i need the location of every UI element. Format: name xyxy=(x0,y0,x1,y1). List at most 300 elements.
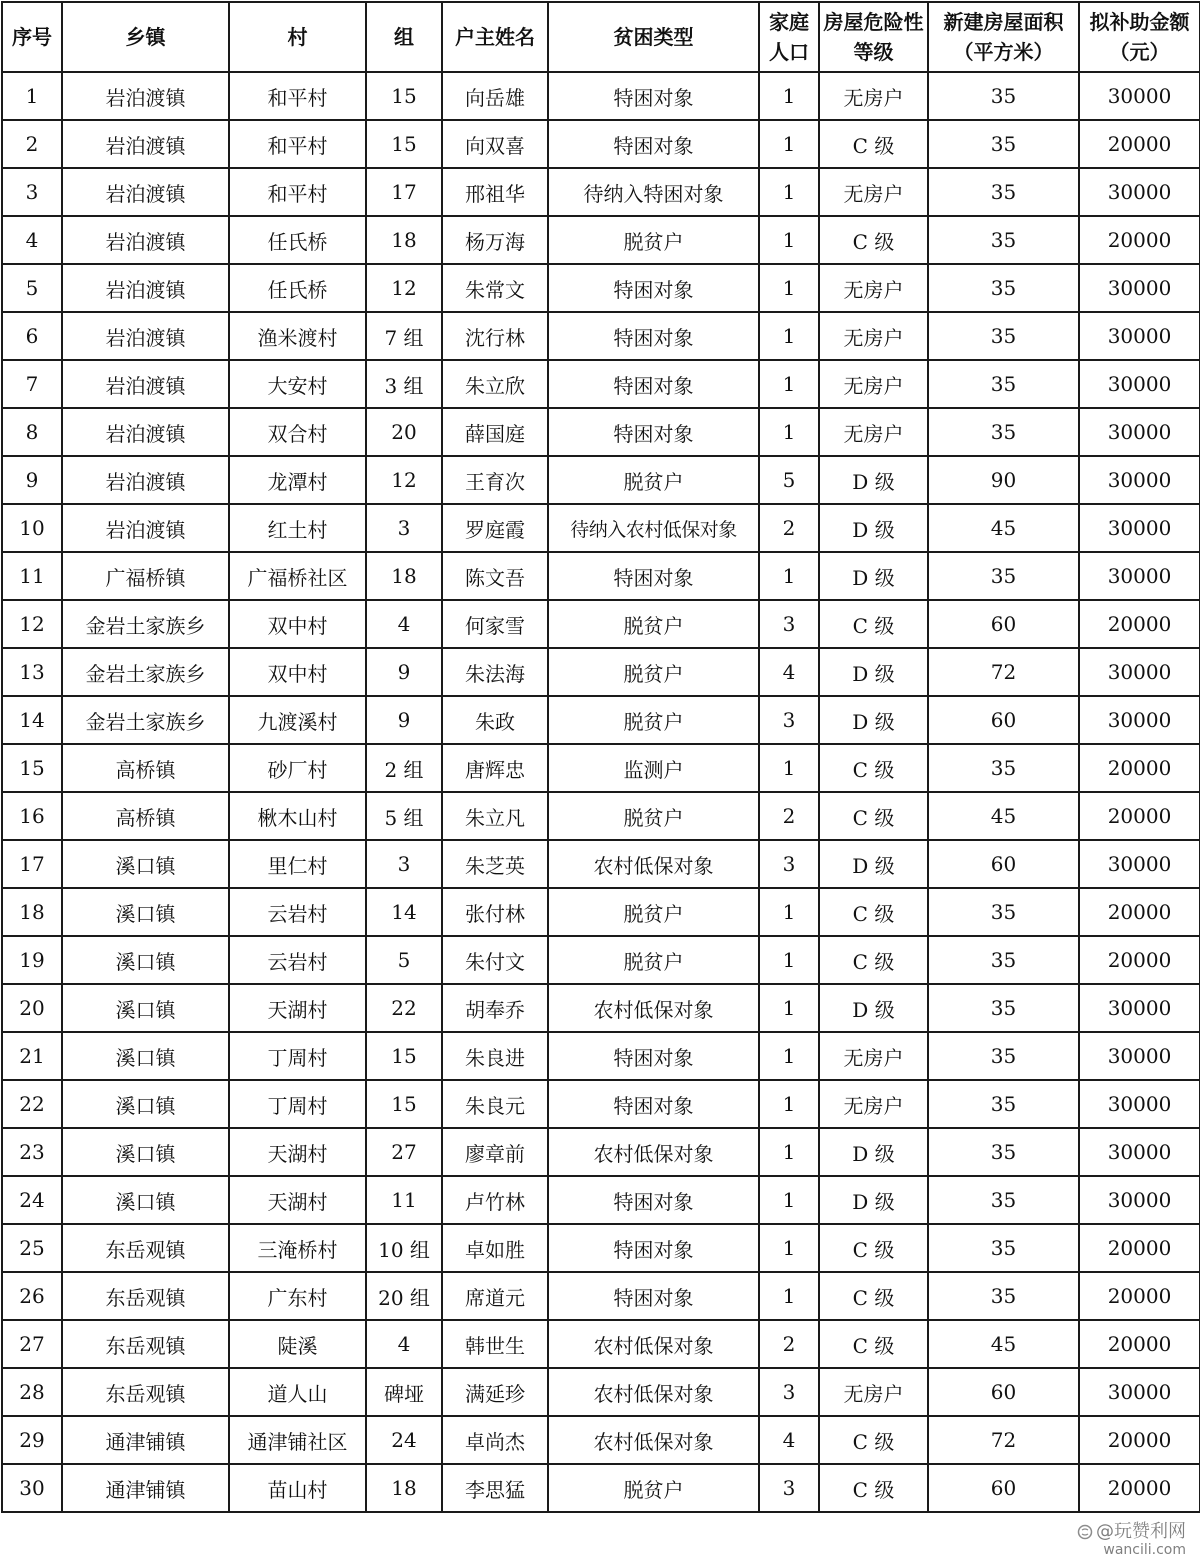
table-row xyxy=(2,1368,1200,1416)
cell-householder: 满延珍 xyxy=(442,1368,548,1416)
cell-householder: 朱付文 xyxy=(442,936,548,984)
cell-village: 广东村 xyxy=(229,1272,366,1320)
cell-subsidy: 30000 xyxy=(1079,168,1200,216)
cell-new-area: 35 xyxy=(928,1272,1079,1320)
cell-new-area: 35 xyxy=(928,1176,1079,1224)
cell-township: 金岩土家族乡 xyxy=(62,648,229,696)
cell-poverty-type: 农村低保对象 xyxy=(548,1320,759,1368)
cell-poverty-type: 脱贫户 xyxy=(548,648,759,696)
cell-poverty-type: 特困对象 xyxy=(548,1176,759,1224)
cell-family-size: 1 xyxy=(759,216,819,264)
cell-subsidy: 20000 xyxy=(1079,600,1200,648)
cell-village: 红土村 xyxy=(229,504,366,552)
cell-township: 溪口镇 xyxy=(62,840,229,888)
cell-village: 砂厂村 xyxy=(229,744,366,792)
cell-seq: 10 xyxy=(2,504,62,552)
cell-poverty-type: 农村低保对象 xyxy=(548,1128,759,1176)
cell-group: 4 xyxy=(366,600,442,648)
cell-householder: 席道元 xyxy=(442,1272,548,1320)
cell-new-area: 35 xyxy=(928,216,1079,264)
cell-subsidy: 30000 xyxy=(1079,1176,1200,1224)
cell-subsidy: 30000 xyxy=(1079,312,1200,360)
cell-group: 17 xyxy=(366,168,442,216)
cell-householder: 朱立凡 xyxy=(442,792,548,840)
cell-poverty-type: 特困对象 xyxy=(548,552,759,600)
cell-village: 天湖村 xyxy=(229,1176,366,1224)
cell-householder: 罗庭霞 xyxy=(442,504,548,552)
cell-subsidy: 30000 xyxy=(1079,264,1200,312)
cell-poverty-type: 脱贫户 xyxy=(548,888,759,936)
cell-village: 楸木山村 xyxy=(229,792,366,840)
cell-poverty-type: 特困对象 xyxy=(548,264,759,312)
cell-new-area: 35 xyxy=(928,312,1079,360)
cell-new-area: 35 xyxy=(928,984,1079,1032)
cell-danger-level: C 级 xyxy=(819,792,928,840)
cell-new-area: 60 xyxy=(928,696,1079,744)
cell-poverty-type: 特困对象 xyxy=(548,120,759,168)
table-row xyxy=(2,1176,1200,1224)
cell-danger-level: C 级 xyxy=(819,1464,928,1512)
cell-seq: 20 xyxy=(2,984,62,1032)
cell-danger-level: C 级 xyxy=(819,1320,928,1368)
cell-group: 7 组 xyxy=(366,312,442,360)
cell-seq: 7 xyxy=(2,360,62,408)
cell-group: 11 xyxy=(366,1176,442,1224)
cell-poverty-type: 脱贫户 xyxy=(548,216,759,264)
cell-group: 20 组 xyxy=(366,1272,442,1320)
cell-poverty-type: 特困对象 xyxy=(548,72,759,120)
cell-subsidy: 20000 xyxy=(1079,1272,1200,1320)
cell-seq: 9 xyxy=(2,456,62,504)
table-row xyxy=(2,312,1200,360)
cell-village: 云岩村 xyxy=(229,936,366,984)
cell-danger-level: D 级 xyxy=(819,984,928,1032)
cell-subsidy: 20000 xyxy=(1079,1464,1200,1512)
cell-village: 任氏桥 xyxy=(229,216,366,264)
table-row xyxy=(2,744,1200,792)
cell-subsidy: 20000 xyxy=(1079,936,1200,984)
cell-subsidy: 30000 xyxy=(1079,840,1200,888)
cell-group: 3 xyxy=(366,840,442,888)
cell-subsidy: 30000 xyxy=(1079,72,1200,120)
cell-village: 丁周村 xyxy=(229,1032,366,1080)
cell-danger-level: 无房户 xyxy=(819,360,928,408)
cell-poverty-type: 特困对象 xyxy=(548,1032,759,1080)
table-row xyxy=(2,984,1200,1032)
cell-township: 金岩土家族乡 xyxy=(62,696,229,744)
cell-seq: 26 xyxy=(2,1272,62,1320)
cell-group: 20 xyxy=(366,408,442,456)
cell-seq: 30 xyxy=(2,1464,62,1512)
cell-seq: 22 xyxy=(2,1080,62,1128)
cell-village: 龙潭村 xyxy=(229,456,366,504)
table-row xyxy=(2,1272,1200,1320)
cell-poverty-type: 脱贫户 xyxy=(548,936,759,984)
cell-subsidy: 20000 xyxy=(1079,888,1200,936)
cell-group: 3 xyxy=(366,504,442,552)
cell-new-area: 35 xyxy=(928,936,1079,984)
cell-subsidy: 20000 xyxy=(1079,1224,1200,1272)
cell-township: 岩泊渡镇 xyxy=(62,504,229,552)
cell-township: 溪口镇 xyxy=(62,1128,229,1176)
cell-new-area: 35 xyxy=(928,1032,1079,1080)
cell-village: 和平村 xyxy=(229,168,366,216)
cell-danger-level: C 级 xyxy=(819,1224,928,1272)
cell-township: 岩泊渡镇 xyxy=(62,120,229,168)
cell-seq: 11 xyxy=(2,552,62,600)
cell-danger-level: D 级 xyxy=(819,456,928,504)
cell-new-area: 35 xyxy=(928,1224,1079,1272)
cell-seq: 24 xyxy=(2,1176,62,1224)
cell-family-size: 1 xyxy=(759,984,819,1032)
cell-township: 东岳观镇 xyxy=(62,1368,229,1416)
cell-township: 岩泊渡镇 xyxy=(62,360,229,408)
cell-township: 广福桥镇 xyxy=(62,552,229,600)
cell-poverty-type: 特困对象 xyxy=(548,312,759,360)
cell-new-area: 72 xyxy=(928,1416,1079,1464)
cell-township: 溪口镇 xyxy=(62,1032,229,1080)
watermark xyxy=(1077,1523,1186,1559)
cell-subsidy: 30000 xyxy=(1079,696,1200,744)
cell-township: 岩泊渡镇 xyxy=(62,408,229,456)
cell-village: 通津铺社区 xyxy=(229,1416,366,1464)
cell-subsidy: 20000 xyxy=(1079,744,1200,792)
cell-seq: 14 xyxy=(2,696,62,744)
cell-new-area: 60 xyxy=(928,1464,1079,1512)
cell-danger-level: C 级 xyxy=(819,600,928,648)
cell-seq: 16 xyxy=(2,792,62,840)
cell-family-size: 3 xyxy=(759,696,819,744)
cell-subsidy: 30000 xyxy=(1079,1368,1200,1416)
cell-new-area: 45 xyxy=(928,504,1079,552)
cell-subsidy: 20000 xyxy=(1079,216,1200,264)
cell-township: 岩泊渡镇 xyxy=(62,264,229,312)
cell-subsidy: 30000 xyxy=(1079,360,1200,408)
cell-new-area: 35 xyxy=(928,744,1079,792)
table-body xyxy=(2,72,1200,1512)
cell-danger-level: D 级 xyxy=(819,504,928,552)
cell-group: 碑垭 xyxy=(366,1368,442,1416)
cell-township: 溪口镇 xyxy=(62,1176,229,1224)
cell-family-size: 2 xyxy=(759,792,819,840)
cell-seq: 4 xyxy=(2,216,62,264)
cell-family-size: 1 xyxy=(759,72,819,120)
cell-township: 通津铺镇 xyxy=(62,1464,229,1512)
cell-village: 道人山 xyxy=(229,1368,366,1416)
cell-family-size: 1 xyxy=(759,1272,819,1320)
cell-poverty-type: 待纳入农村低保对象 xyxy=(548,504,759,552)
table-row xyxy=(2,1032,1200,1080)
cell-danger-level: C 级 xyxy=(819,744,928,792)
cell-group: 5 xyxy=(366,936,442,984)
cell-group: 18 xyxy=(366,1464,442,1512)
cell-danger-level: C 级 xyxy=(819,216,928,264)
cell-village: 天湖村 xyxy=(229,984,366,1032)
cell-seq: 6 xyxy=(2,312,62,360)
cell-subsidy: 30000 xyxy=(1079,408,1200,456)
cell-family-size: 1 xyxy=(759,1224,819,1272)
cell-group: 3 组 xyxy=(366,360,442,408)
cell-group: 24 xyxy=(366,1416,442,1464)
table-row xyxy=(2,1416,1200,1464)
table-row xyxy=(2,168,1200,216)
cell-township: 金岩土家族乡 xyxy=(62,600,229,648)
cell-subsidy: 30000 xyxy=(1079,648,1200,696)
cell-householder: 李思猛 xyxy=(442,1464,548,1512)
cell-subsidy: 20000 xyxy=(1079,1320,1200,1368)
cell-village: 里仁村 xyxy=(229,840,366,888)
cell-poverty-type: 农村低保对象 xyxy=(548,1368,759,1416)
cell-family-size: 1 xyxy=(759,360,819,408)
table-row xyxy=(2,936,1200,984)
watermark-site-name: @玩赞利网 xyxy=(1096,1521,1186,1542)
cell-new-area: 45 xyxy=(928,1320,1079,1368)
header-subsidy: 拟补助金额（元） xyxy=(1079,2,1200,72)
cell-township: 岩泊渡镇 xyxy=(62,216,229,264)
table-row xyxy=(2,1128,1200,1176)
table-header xyxy=(2,2,1200,72)
cell-village: 丁周村 xyxy=(229,1080,366,1128)
header-seq: 序号 xyxy=(2,2,62,72)
cell-new-area: 35 xyxy=(928,120,1079,168)
cell-family-size: 1 xyxy=(759,312,819,360)
cell-village: 天湖村 xyxy=(229,1128,366,1176)
cell-seq: 15 xyxy=(2,744,62,792)
cell-new-area: 35 xyxy=(928,72,1079,120)
table-row xyxy=(2,648,1200,696)
cell-township: 岩泊渡镇 xyxy=(62,456,229,504)
cell-group: 22 xyxy=(366,984,442,1032)
cell-new-area: 35 xyxy=(928,408,1079,456)
cell-village: 和平村 xyxy=(229,120,366,168)
cell-group: 12 xyxy=(366,456,442,504)
cell-group: 14 xyxy=(366,888,442,936)
cell-group: 10 组 xyxy=(366,1224,442,1272)
table-row xyxy=(2,888,1200,936)
cell-village: 广福桥社区 xyxy=(229,552,366,600)
cell-danger-level: 无房户 xyxy=(819,1368,928,1416)
table-row xyxy=(2,216,1200,264)
cell-householder: 陈文吾 xyxy=(442,552,548,600)
cell-family-size: 1 xyxy=(759,1176,819,1224)
cell-group: 15 xyxy=(366,1032,442,1080)
cell-township: 东岳观镇 xyxy=(62,1224,229,1272)
cell-danger-level: D 级 xyxy=(819,648,928,696)
cell-householder: 薛国庭 xyxy=(442,408,548,456)
cell-seq: 8 xyxy=(2,408,62,456)
cell-township: 岩泊渡镇 xyxy=(62,72,229,120)
cell-village: 双中村 xyxy=(229,600,366,648)
cell-householder: 朱立欣 xyxy=(442,360,548,408)
cell-subsidy: 30000 xyxy=(1079,1128,1200,1176)
cell-group: 12 xyxy=(366,264,442,312)
cell-seq: 3 xyxy=(2,168,62,216)
cell-danger-level: C 级 xyxy=(819,1416,928,1464)
cell-family-size: 4 xyxy=(759,1416,819,1464)
cell-new-area: 35 xyxy=(928,360,1079,408)
cell-householder: 朱政 xyxy=(442,696,548,744)
cell-new-area: 35 xyxy=(928,888,1079,936)
cell-householder: 张付林 xyxy=(442,888,548,936)
cell-family-size: 1 xyxy=(759,936,819,984)
cell-subsidy: 30000 xyxy=(1079,552,1200,600)
header-danger-level: 房屋危险性等级 xyxy=(819,2,928,72)
cell-village: 大安村 xyxy=(229,360,366,408)
cell-new-area: 72 xyxy=(928,648,1079,696)
cell-subsidy: 20000 xyxy=(1079,120,1200,168)
cell-danger-level: D 级 xyxy=(819,1128,928,1176)
cell-householder: 卓尚杰 xyxy=(442,1416,548,1464)
cell-poverty-type: 特困对象 xyxy=(548,408,759,456)
cell-group: 4 xyxy=(366,1320,442,1368)
cell-poverty-type: 农村低保对象 xyxy=(548,840,759,888)
header-group: 组 xyxy=(366,2,442,72)
cell-poverty-type: 待纳入特困对象 xyxy=(548,168,759,216)
cell-subsidy: 30000 xyxy=(1079,504,1200,552)
cell-seq: 21 xyxy=(2,1032,62,1080)
table-row xyxy=(2,456,1200,504)
cell-village: 云岩村 xyxy=(229,888,366,936)
cell-householder: 卓如胜 xyxy=(442,1224,548,1272)
table-row xyxy=(2,72,1200,120)
cell-subsidy: 20000 xyxy=(1079,792,1200,840)
cell-seq: 27 xyxy=(2,1320,62,1368)
cell-group: 9 xyxy=(366,696,442,744)
cell-village: 双合村 xyxy=(229,408,366,456)
cell-danger-level: 无房户 xyxy=(819,1080,928,1128)
cell-group: 18 xyxy=(366,552,442,600)
cell-family-size: 1 xyxy=(759,888,819,936)
cell-danger-level: D 级 xyxy=(819,552,928,600)
cell-township: 溪口镇 xyxy=(62,984,229,1032)
watermark-logo-icon xyxy=(1077,1524,1093,1540)
cell-village: 渔米渡村 xyxy=(229,312,366,360)
cell-family-size: 1 xyxy=(759,744,819,792)
cell-poverty-type: 脱贫户 xyxy=(548,600,759,648)
cell-township: 通津铺镇 xyxy=(62,1416,229,1464)
cell-township: 东岳观镇 xyxy=(62,1320,229,1368)
cell-poverty-type: 农村低保对象 xyxy=(548,1416,759,1464)
cell-seq: 29 xyxy=(2,1416,62,1464)
cell-danger-level: D 级 xyxy=(819,696,928,744)
cell-village: 陡溪 xyxy=(229,1320,366,1368)
cell-poverty-type: 特困对象 xyxy=(548,1224,759,1272)
cell-township: 高桥镇 xyxy=(62,744,229,792)
cell-village: 三淹桥村 xyxy=(229,1224,366,1272)
cell-householder: 朱良元 xyxy=(442,1080,548,1128)
cell-family-size: 1 xyxy=(759,168,819,216)
table-row xyxy=(2,600,1200,648)
cell-seq: 28 xyxy=(2,1368,62,1416)
cell-family-size: 4 xyxy=(759,648,819,696)
header-poverty-type: 贫困类型 xyxy=(548,2,759,72)
cell-danger-level: 无房户 xyxy=(819,408,928,456)
cell-group: 27 xyxy=(366,1128,442,1176)
cell-seq: 19 xyxy=(2,936,62,984)
cell-poverty-type: 监测户 xyxy=(548,744,759,792)
cell-poverty-type: 脱贫户 xyxy=(548,456,759,504)
cell-family-size: 2 xyxy=(759,1320,819,1368)
cell-seq: 12 xyxy=(2,600,62,648)
cell-householder: 朱芝英 xyxy=(442,840,548,888)
cell-township: 高桥镇 xyxy=(62,792,229,840)
cell-village: 双中村 xyxy=(229,648,366,696)
table-row xyxy=(2,1080,1200,1128)
table-row xyxy=(2,408,1200,456)
cell-village: 和平村 xyxy=(229,72,366,120)
cell-danger-level: 无房户 xyxy=(819,312,928,360)
cell-seq: 2 xyxy=(2,120,62,168)
table-row xyxy=(2,1464,1200,1512)
cell-householder: 朱常文 xyxy=(442,264,548,312)
cell-seq: 5 xyxy=(2,264,62,312)
cell-householder: 卢竹林 xyxy=(442,1176,548,1224)
cell-new-area: 35 xyxy=(928,552,1079,600)
cell-group: 15 xyxy=(366,1080,442,1128)
cell-family-size: 1 xyxy=(759,1032,819,1080)
cell-family-size: 3 xyxy=(759,1368,819,1416)
cell-seq: 25 xyxy=(2,1224,62,1272)
cell-family-size: 2 xyxy=(759,504,819,552)
cell-poverty-type: 特困对象 xyxy=(548,360,759,408)
cell-danger-level: 无房户 xyxy=(819,72,928,120)
cell-new-area: 35 xyxy=(928,1080,1079,1128)
cell-township: 溪口镇 xyxy=(62,888,229,936)
cell-householder: 沈行林 xyxy=(442,312,548,360)
cell-danger-level: C 级 xyxy=(819,888,928,936)
table-row xyxy=(2,504,1200,552)
table-row xyxy=(2,120,1200,168)
cell-family-size: 1 xyxy=(759,120,819,168)
cell-danger-level: 无房户 xyxy=(819,264,928,312)
cell-householder: 韩世生 xyxy=(442,1320,548,1368)
cell-township: 溪口镇 xyxy=(62,936,229,984)
cell-village: 苗山村 xyxy=(229,1464,366,1512)
cell-householder: 何家雪 xyxy=(442,600,548,648)
housing-subsidy-table xyxy=(1,1,1200,1513)
cell-danger-level: C 级 xyxy=(819,1272,928,1320)
cell-family-size: 1 xyxy=(759,552,819,600)
cell-new-area: 35 xyxy=(928,264,1079,312)
header-householder: 户主姓名 xyxy=(442,2,548,72)
cell-poverty-type: 脱贫户 xyxy=(548,792,759,840)
table-row xyxy=(2,1320,1200,1368)
header-township: 乡镇 xyxy=(62,2,229,72)
cell-subsidy: 30000 xyxy=(1079,1080,1200,1128)
cell-family-size: 1 xyxy=(759,1080,819,1128)
cell-subsidy: 30000 xyxy=(1079,1032,1200,1080)
cell-poverty-type: 特困对象 xyxy=(548,1080,759,1128)
cell-new-area: 35 xyxy=(928,1128,1079,1176)
cell-new-area: 35 xyxy=(928,168,1079,216)
cell-seq: 18 xyxy=(2,888,62,936)
cell-group: 2 组 xyxy=(366,744,442,792)
table-row xyxy=(2,552,1200,600)
cell-village: 任氏桥 xyxy=(229,264,366,312)
header-new-area: 新建房屋面积（平方米） xyxy=(928,2,1079,72)
table-row xyxy=(2,264,1200,312)
cell-family-size: 1 xyxy=(759,408,819,456)
cell-poverty-type: 脱贫户 xyxy=(548,1464,759,1512)
cell-seq: 13 xyxy=(2,648,62,696)
table-row xyxy=(2,696,1200,744)
cell-seq: 23 xyxy=(2,1128,62,1176)
cell-group: 18 xyxy=(366,216,442,264)
table-row xyxy=(2,792,1200,840)
cell-family-size: 5 xyxy=(759,456,819,504)
table-row xyxy=(2,360,1200,408)
cell-group: 5 组 xyxy=(366,792,442,840)
